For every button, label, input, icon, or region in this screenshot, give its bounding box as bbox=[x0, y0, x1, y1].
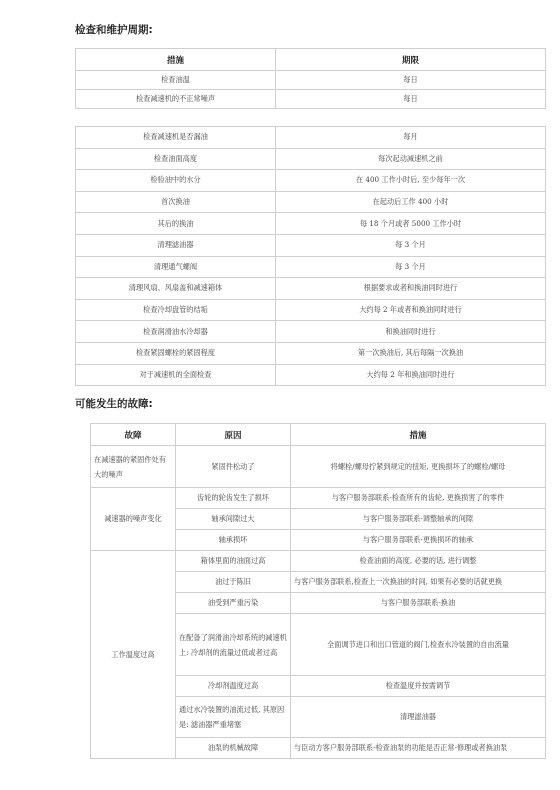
action-cell: 与客户服务部联系-换油 bbox=[291, 593, 546, 614]
cause-cell: 冷却剂温度过高 bbox=[176, 676, 291, 697]
table-header-row bbox=[76, 49, 546, 71]
period-cell: 每 3 个月 bbox=[276, 234, 546, 256]
measure-cell: 检查油温 bbox=[76, 71, 276, 90]
action-cell: 与臣动方客户服务部联系-检查油泵的功能是否正常-修理或者换油泵 bbox=[291, 738, 546, 759]
measure-cell: 检查减速机是否漏油 bbox=[76, 127, 276, 149]
table-row bbox=[91, 488, 546, 509]
action-cell: 检查温度并按需调节 bbox=[291, 676, 546, 697]
cause-cell: 油受到严重污染 bbox=[176, 593, 291, 614]
cause-cell: 油过于陈旧 bbox=[176, 572, 291, 593]
period-cell: 在起动后工作 400 小时 bbox=[276, 191, 546, 213]
fault-cell: 工作温度过高 bbox=[91, 551, 176, 759]
measure-cell: 检验油中的水分 bbox=[76, 170, 276, 192]
cause-cell: 在配备了润滑油冷却系统的减速机上: 冷却剂的流量过低或者过高 bbox=[176, 614, 291, 676]
table-row bbox=[91, 446, 546, 488]
action-cell: 将螺栓/螺母拧紧到规定的扭矩, 更换损坏了的螺栓/螺母 bbox=[291, 446, 546, 488]
table-row bbox=[76, 342, 546, 364]
measure-cell: 对于减速机的全面检查 bbox=[76, 364, 276, 386]
column-header-cause: 原因 bbox=[176, 424, 291, 446]
period-cell: 在 400 工作小时后, 至少每年一次 bbox=[276, 170, 546, 192]
action-cell: 与客户服务部联系-更换损坏的轴承 bbox=[291, 530, 546, 551]
section-title-maintenance: 检查和维护周期: bbox=[75, 24, 153, 36]
measure-cell: 清理通气螺阀 bbox=[76, 256, 276, 278]
table-row bbox=[76, 170, 546, 192]
cause-cell: 通过水冷装置的油流过低, 其原因是: 滤油器严重堵塞 bbox=[176, 697, 291, 738]
maintenance-table-top bbox=[75, 48, 546, 109]
period-cell: 每次起动减速机之前 bbox=[276, 148, 546, 170]
period-cell: 根据要求或者和换油同时进行 bbox=[276, 278, 546, 300]
column-header-fault: 故障 bbox=[91, 424, 176, 446]
period-cell: 每 3 个月 bbox=[276, 256, 546, 278]
section-title-faults: 可能发生的故障: bbox=[75, 398, 153, 410]
cause-cell: 轴承间隙过大 bbox=[176, 509, 291, 530]
cause-cell: 箱体里面的油面过高 bbox=[176, 551, 291, 572]
table-row bbox=[76, 148, 546, 170]
cause-cell: 紧固件松动了 bbox=[176, 446, 291, 488]
column-header-action: 措施 bbox=[291, 424, 546, 446]
measure-cell: 其后的换油 bbox=[76, 213, 276, 235]
table-row bbox=[76, 299, 546, 321]
action-cell: 与客户服务部联系-检查所有的齿轮, 更换损害了的零件 bbox=[291, 488, 546, 509]
column-header-measure: 措施 bbox=[76, 49, 276, 71]
period-cell: 第一次换油后, 其后每隔一次换油 bbox=[276, 342, 546, 364]
table-row bbox=[76, 191, 546, 213]
measure-cell: 清理风扇、风扇盖和减速箱体 bbox=[76, 278, 276, 300]
measure-cell: 清理滤油器 bbox=[76, 234, 276, 256]
action-cell: 与客户服务部联系,检查上一次换油的时间, 如果有必要的话就更换 bbox=[291, 572, 546, 593]
period-cell: 大约每 2 年和换油同时进行 bbox=[276, 364, 546, 386]
fault-cell: 减速器的噪声变化 bbox=[91, 488, 176, 551]
period-cell: 每日 bbox=[276, 90, 546, 109]
fault-table bbox=[90, 423, 546, 759]
measure-cell: 检查减速机的不正常噪声 bbox=[76, 90, 276, 109]
period-cell: 和换油同时进行 bbox=[276, 321, 546, 343]
action-cell: 清理滤油器 bbox=[291, 697, 546, 738]
measure-cell: 检查紧固螺栓的紧固程度 bbox=[76, 342, 276, 364]
measure-cell: 检查冷却盘管的结垢 bbox=[76, 299, 276, 321]
action-cell: 全面调节进口和出口管道的阀门,检查水冷装置的自由流量 bbox=[291, 614, 546, 676]
table-row bbox=[76, 71, 546, 90]
table-row bbox=[76, 213, 546, 235]
table-row bbox=[76, 364, 546, 386]
action-cell: 检查油面的高度, 必要的话, 进行调整 bbox=[291, 551, 546, 572]
table-row bbox=[91, 551, 546, 572]
column-header-period: 期限 bbox=[276, 49, 546, 71]
table-header-row bbox=[91, 424, 546, 446]
table-row bbox=[76, 256, 546, 278]
table-row bbox=[76, 278, 546, 300]
table-row bbox=[76, 234, 546, 256]
table-row bbox=[76, 127, 546, 149]
measure-cell: 首次换油 bbox=[76, 191, 276, 213]
period-cell: 每日 bbox=[276, 71, 546, 90]
period-cell: 大约每 2 年或者和换油同时进行 bbox=[276, 299, 546, 321]
period-cell: 每 18 个月或者 5000 工作小时 bbox=[276, 213, 546, 235]
cause-cell: 齿轮的轮齿发生了损坏 bbox=[176, 488, 291, 509]
measure-cell: 检查油面高度 bbox=[76, 148, 276, 170]
fault-cell: 在减速器的紧固件处有大的噪声 bbox=[91, 446, 176, 488]
table-row bbox=[76, 321, 546, 343]
measure-cell: 检查润滑油水冷却器 bbox=[76, 321, 276, 343]
maintenance-table-bottom bbox=[75, 126, 546, 386]
cause-cell: 轴承损坏 bbox=[176, 530, 291, 551]
cause-cell: 油泵的机械故障 bbox=[176, 738, 291, 759]
period-cell: 每月 bbox=[276, 127, 546, 149]
table-row bbox=[76, 90, 546, 109]
action-cell: 与客户服务部联系-调整轴承的间隙 bbox=[291, 509, 546, 530]
